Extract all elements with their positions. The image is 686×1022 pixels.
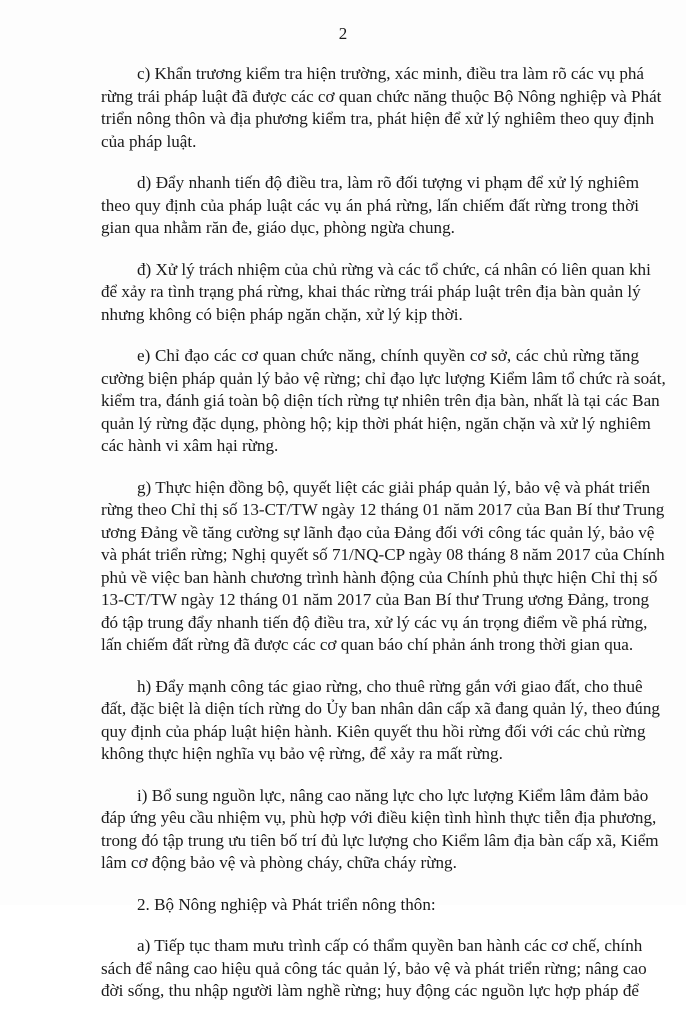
- text-line: quy định của pháp luật hiện hành. Kiên quyết thu hồi rừng đối với các chủ rừng: [101, 721, 646, 741]
- text-line: 13-CT/TW ngày 12 tháng 01 năm 2017 của Ban Bí thư Trung ương Đảng, trong: [101, 590, 650, 609]
- text-line: phủ về việc ban hành chương trình hành động của Chính phủ thực hiện Chỉ thị số: [101, 567, 658, 587]
- text-line: đáp ứng yêu cầu nhiệm vụ, phù hợp với điều kiện tình hình thực tiễn địa phương,: [101, 808, 657, 827]
- text-line: a) Tiếp tục tham mưu trình cấp có thẩm quyền ban hành các cơ chế, chính: [137, 936, 643, 955]
- paragraph-g: [101, 477, 665, 657]
- text-line: kiểm tra, đánh giá toàn bộ diện tích rừng tự nhiên trên địa bàn, nhất là tại các Ban: [101, 391, 660, 410]
- paragraph-c: [101, 63, 662, 153]
- text-line: e) Chỉ đạo các cơ quan chức năng, chính quyền cơ sở, các chủ rừng tăng: [137, 346, 639, 365]
- text-line: triển nông thôn và địa phương kiểm tra, phát hiện để xử lý nghiêm theo quy định: [101, 109, 655, 128]
- document-body: [101, 63, 666, 1022]
- text-line: cường biện pháp quản lý bảo vệ rừng; chỉ đạo lực lượng Kiểm lâm tổ chức rà soát,: [101, 368, 666, 388]
- text-line: đất, đặc biệt là diện tích rừng do Ủy ban nhân dân cấp xã đang quản lý, theo đúng: [101, 699, 660, 718]
- text-line: ương Đảng về tăng cường sự lãnh đạo của Đảng đối với công tác quản lý, bảo vệ: [101, 522, 655, 542]
- text-line: và phát triển rừng; Nghị quyết số 71/NQ-CP ngày 08 tháng 8 năm 2017 của Chính: [101, 545, 665, 564]
- paragraph-i: [101, 785, 659, 875]
- text-line: lâm cơ động bảo vệ và phòng cháy, chữa cháy rừng.: [101, 853, 457, 872]
- text-line: đời sống, thu nhập người làm nghề rừng; huy động các nguồn lực hợp pháp để: [101, 981, 639, 1000]
- text-line: i) Bổ sung nguồn lực, nâng cao năng lực cho lực lượng Kiểm lâm đảm bảo: [137, 785, 649, 805]
- text-line: g) Thực hiện đồng bộ, quyết liệt các giải pháp quản lý, bảo vệ và phát triển: [137, 477, 651, 497]
- text-line: theo quy định của pháp luật các vụ án phá rừng, lấn chiếm đất rừng trong thời: [101, 195, 639, 215]
- paragraph-dd: [101, 259, 651, 327]
- text-line: để xảy ra tình trạng phá rừng, khai thác rừng trái pháp luật trên địa bàn quản lý: [101, 282, 641, 301]
- text-line: trong đó tập trung ưu tiên bố trí đủ lực lượng cho Kiểm lâm địa bàn cấp xã, Kiểm: [101, 830, 659, 850]
- text-line: đó tập trung đẩy nhanh tiến độ điều tra, xử lý các vụ án trọng điểm về phá rừng,: [101, 612, 648, 632]
- text-line: không thực hiện nghĩa vụ bảo vệ rừng, để xảy ra mất rừng.: [101, 744, 503, 763]
- text-line: rừng theo Chỉ thị số 13-CT/TW ngày 12 tháng 01 năm 2017 của Ban Bí thư Trung: [101, 500, 665, 519]
- text-line: c) Khẩn trương kiểm tra hiện trường, xác minh, điều tra làm rõ các vụ phá: [137, 64, 644, 83]
- text-line: nhưng không có biện pháp ngăn chặn, xử lý kịp thời.: [101, 304, 463, 324]
- section-heading: 2. Bộ Nông nghiệp và Phát triển nông thôn:: [137, 894, 436, 914]
- text-line: rừng trái pháp luật đã được các cơ quan chức năng thuộc Bộ Nông nghiệp và Phát: [101, 86, 662, 106]
- text-line: sách để nâng cao hiệu quả công tác quản lý, bảo vệ và phát triển rừng; nâng cao: [101, 958, 647, 978]
- text-line: đ) Xử lý trách nhiệm của chủ rừng và các tổ chức, cá nhân có liên quan khi: [137, 259, 651, 279]
- text-line: gian qua nhằm răn đe, giáo dục, phòng ngừa chung.: [101, 218, 455, 237]
- paragraph-a: [101, 935, 647, 1003]
- text-line: của pháp luật.: [101, 131, 197, 151]
- page-number: 2: [338, 24, 348, 43]
- text-line: quản lý rừng đặc dụng, phòng hộ; kịp thời phát hiện, ngăn chặn và xử lý nghiêm: [101, 413, 651, 433]
- text-line: d) Đẩy nhanh tiến độ điều tra, làm rõ đối tượng vi phạm để xử lý nghiêm: [137, 173, 639, 192]
- paragraph-h: [101, 676, 660, 766]
- paragraph-d: [101, 172, 639, 240]
- text-line: h) Đẩy mạnh công tác giao rừng, cho thuê rừng gắn với giao đất, cho thuê: [137, 676, 643, 696]
- text-line: lấn chiếm đất rừng đã được các cơ quan báo chí phản ánh trong thời gian qua.: [101, 635, 634, 654]
- paragraph-e: [101, 345, 666, 458]
- text-line: các hành vi xâm hại rừng.: [101, 436, 279, 455]
